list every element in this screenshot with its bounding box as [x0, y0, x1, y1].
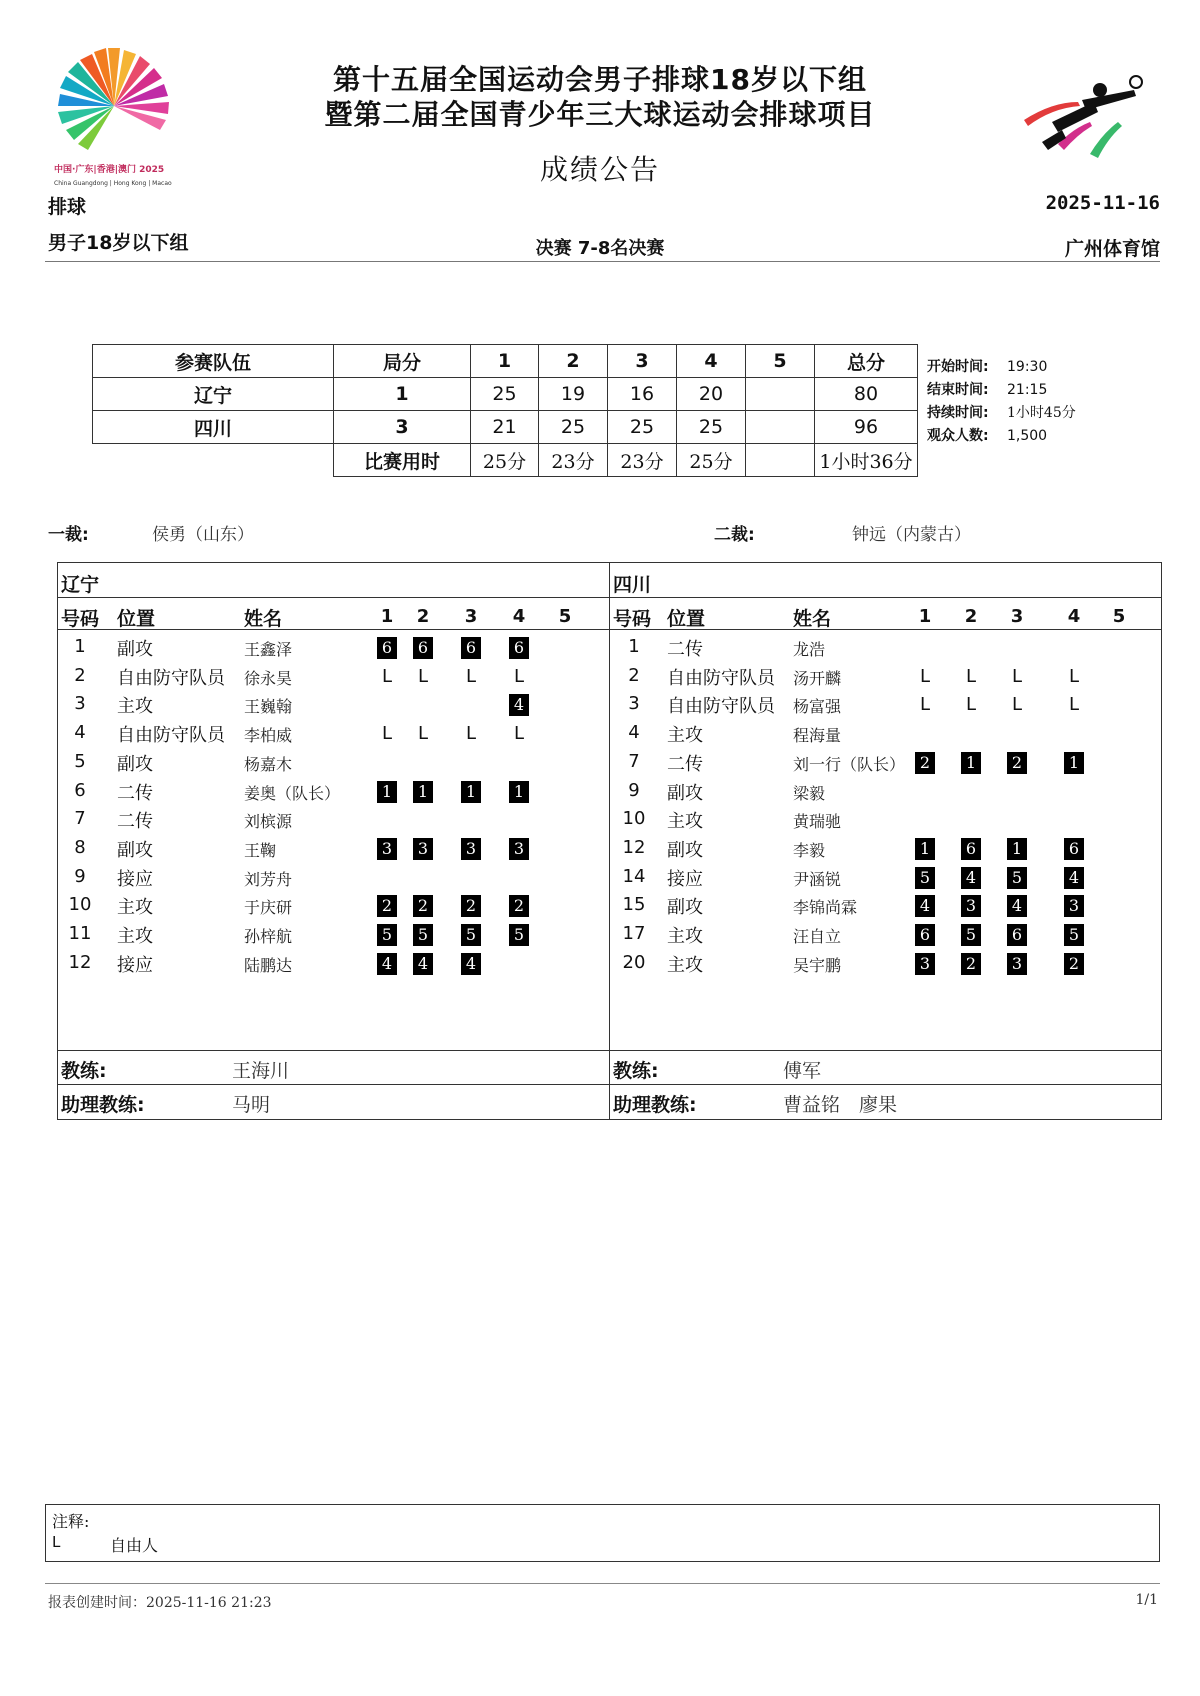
team-name: 辽宁 — [61, 574, 100, 596]
player-name: 陆鹏达 — [244, 955, 293, 975]
starting-rotation-box: 2 — [1064, 953, 1084, 975]
col-header-set: 3 — [464, 606, 478, 627]
player-row — [609, 663, 1161, 691]
score-set-1: 25 — [471, 378, 539, 411]
libero-mark: L — [381, 665, 393, 687]
col-header-set: 4 — [512, 606, 526, 627]
player-number: 17 — [622, 923, 646, 944]
score-header-team: 参赛队伍 — [93, 345, 334, 378]
starting-rotation-box: 1 — [461, 781, 481, 803]
score-set-2: 19 — [539, 378, 608, 411]
player-row — [57, 806, 609, 834]
player-number: 1 — [74, 636, 86, 657]
starting-rotation-box: 3 — [509, 838, 529, 860]
player-row — [609, 806, 1161, 834]
libero-mark: L — [513, 665, 525, 687]
venue-label: 广州体育馆 — [1064, 238, 1160, 260]
starting-rotation-box: 1 — [377, 781, 397, 803]
player-position: 自由防守队员 — [667, 667, 775, 689]
player-name: 梁毅 — [793, 783, 826, 803]
player-position: 接应 — [667, 868, 703, 890]
player-number: 11 — [68, 923, 92, 944]
starting-rotation-box: 1 — [509, 781, 529, 803]
player-row — [57, 749, 609, 777]
score-set-4: 20 — [677, 378, 746, 411]
starting-rotation-box: 6 — [961, 838, 981, 860]
player-number: 8 — [74, 836, 86, 858]
player-number: 20 — [622, 951, 646, 973]
player-number: 9 — [74, 865, 86, 887]
player-number: 2 — [628, 664, 640, 686]
starting-rotation-box: 5 — [1007, 867, 1027, 889]
player-number: 9 — [628, 779, 640, 801]
score-set-3: 16 — [608, 378, 677, 411]
score-total: 96 — [815, 411, 918, 444]
spectators: 观众人数: 1,500 — [927, 428, 1048, 444]
notes-box — [45, 1504, 1160, 1562]
starting-rotation-box: 5 — [509, 924, 529, 946]
score-header-set5: 5 — [746, 345, 815, 378]
player-number: 7 — [74, 808, 86, 830]
player-name: 刘槟源 — [244, 812, 293, 832]
starting-rotation-box: 2 — [1007, 752, 1027, 774]
player-name: 汤开麟 — [793, 668, 842, 688]
libero-mark: L — [1011, 665, 1023, 687]
coach-name: 傅军 — [783, 1060, 822, 1082]
notes-label: 注释: — [52, 1512, 90, 1531]
score-header-set3: 3 — [608, 345, 677, 378]
logo-caption-cn: 中国·广东|香港|澳门 2025 — [54, 165, 165, 175]
player-name: 徐永昊 — [244, 668, 293, 688]
starting-rotation-box: 2 — [377, 895, 397, 917]
starting-rotation-box: 5 — [377, 924, 397, 946]
player-number: 5 — [74, 750, 86, 772]
starting-rotation-box: 2 — [413, 895, 433, 917]
player-number: 10 — [622, 808, 646, 830]
player-name: 王巍翰 — [244, 697, 293, 717]
match-info — [927, 356, 1076, 448]
player-row — [609, 950, 1161, 978]
player-position: 二传 — [667, 639, 703, 660]
player-row — [57, 921, 609, 949]
libero-mark: L — [513, 723, 525, 745]
player-row — [57, 634, 609, 662]
player-name: 姜奥（队长） — [244, 783, 341, 803]
starting-rotation-box: 4 — [461, 953, 481, 975]
player-row — [609, 778, 1161, 806]
player-row — [609, 749, 1161, 777]
duration-set-2: 23分 — [539, 444, 608, 477]
score-sets-won: 3 — [334, 411, 471, 444]
player-row — [57, 720, 609, 748]
games-logo-icon — [52, 44, 182, 192]
starting-rotation-box: 4 — [377, 953, 397, 975]
player-number: 4 — [628, 722, 640, 744]
col-header-number: 号码 — [61, 608, 100, 630]
player-name: 杨富强 — [793, 697, 842, 717]
score-header-set1: 1 — [471, 345, 539, 378]
starting-rotation-box: 3 — [377, 838, 397, 860]
second-referee-value: 钟远（内蒙古） — [852, 525, 971, 545]
assistant-coach-label: 助理教练: — [613, 1094, 697, 1116]
starting-rotation-box: 1 — [413, 781, 433, 803]
libero-mark: L — [417, 723, 429, 745]
player-position: 副攻 — [117, 753, 153, 775]
player-position: 二传 — [117, 782, 153, 804]
player-number: 12 — [68, 951, 92, 973]
starting-rotation-box: 4 — [413, 953, 433, 975]
score-total: 80 — [815, 378, 918, 411]
player-position: 主攻 — [667, 954, 703, 976]
player-name: 李锦尚霖 — [793, 898, 858, 918]
player-row — [57, 892, 609, 920]
player-number: 10 — [68, 894, 92, 916]
score-team-name: 四川 — [93, 411, 334, 444]
player-number: 4 — [74, 722, 86, 744]
score-set-1: 21 — [471, 411, 539, 444]
score-header-sets: 局分 — [334, 345, 471, 378]
player-position: 副攻 — [667, 839, 703, 861]
player-position: 自由防守队员 — [117, 667, 225, 689]
duration-total: 1小时36分 — [815, 444, 918, 477]
starting-rotation-box: 4 — [1007, 895, 1027, 917]
col-header-set: 3 — [1010, 606, 1024, 627]
assistant-coach-name: 曹益铭 廖果 — [783, 1094, 898, 1116]
col-header-set: 2 — [416, 606, 430, 627]
starting-rotation-box: 4 — [961, 867, 981, 889]
player-position: 自由防守队员 — [667, 696, 775, 718]
player-position: 主攻 — [667, 926, 703, 947]
score-row-team-b — [93, 411, 918, 444]
first-referee-label: 一裁: — [48, 525, 89, 545]
player-name: 孙梓航 — [244, 927, 293, 946]
score-set-5 — [746, 411, 815, 444]
score-header-set2: 2 — [539, 345, 608, 378]
second-referee-label: 二裁: — [714, 525, 755, 545]
col-header-set: 1 — [380, 606, 394, 627]
player-row — [57, 778, 609, 806]
player-position: 主攻 — [667, 811, 703, 833]
round-label: 决赛 7-8名决赛 — [535, 238, 665, 259]
col-header-number: 号码 — [613, 608, 652, 630]
duration-set-4: 25分 — [677, 444, 746, 477]
assistant-coach-label: 助理教练: — [61, 1094, 145, 1116]
player-name: 刘芳舟 — [244, 869, 293, 889]
starting-rotation-box: 6 — [915, 924, 935, 946]
player-name: 龙浩 — [793, 640, 826, 659]
player-name: 吴宇鹏 — [793, 955, 842, 975]
player-name: 杨嘉木 — [244, 754, 293, 774]
duration-set-3: 23分 — [608, 444, 677, 477]
starting-rotation-box: 3 — [915, 953, 935, 975]
col-header-position: 位置 — [667, 608, 706, 630]
starting-rotation-box: 3 — [1064, 895, 1084, 917]
player-position: 主攻 — [117, 897, 153, 919]
starting-rotation-box: 1 — [1064, 752, 1084, 774]
libero-mark: L — [919, 665, 931, 687]
score-duration-row — [93, 444, 918, 477]
player-position: 自由防守队员 — [117, 725, 225, 747]
player-position: 副攻 — [667, 897, 703, 919]
libero-mark: L — [465, 665, 477, 687]
libero-mark: L — [1011, 694, 1023, 716]
player-number: 15 — [622, 894, 646, 916]
total-time: 持续时间: 1小时45分 — [927, 405, 1076, 421]
starting-rotation-box: 6 — [461, 637, 481, 659]
starting-rotation-box: 4 — [1064, 867, 1084, 889]
player-number: 14 — [622, 865, 646, 887]
player-position: 二传 — [667, 753, 703, 775]
starting-rotation-box: 1 — [961, 752, 981, 774]
player-row — [609, 720, 1161, 748]
player-row — [609, 892, 1161, 920]
starting-rotation-box: 3 — [413, 838, 433, 860]
duration-label: 比赛用时 — [334, 444, 471, 477]
player-row — [609, 691, 1161, 719]
player-row — [609, 835, 1161, 863]
starting-rotation-box: 3 — [1007, 953, 1027, 975]
starting-rotation-box: 6 — [1064, 838, 1084, 860]
starting-rotation-box: 1 — [915, 838, 935, 860]
libero-mark: L — [1068, 665, 1080, 687]
starting-rotation-box: 5 — [961, 924, 981, 946]
player-number: 12 — [622, 836, 646, 858]
team-name: 四川 — [613, 574, 652, 596]
player-position: 副攻 — [667, 782, 703, 804]
coach-label: 教练: — [613, 1060, 659, 1082]
player-position: 副攻 — [117, 839, 153, 861]
score-team-name: 辽宁 — [93, 378, 334, 411]
player-number: 3 — [74, 693, 86, 715]
player-number: 1 — [628, 636, 640, 657]
starting-rotation-box: 5 — [413, 924, 433, 946]
start-time: 开始时间: 19:30 — [927, 359, 1048, 375]
score-sets-won: 1 — [334, 378, 471, 411]
player-row — [57, 835, 609, 863]
score-set-2: 25 — [539, 411, 608, 444]
player-number: 6 — [74, 779, 86, 801]
page-title-line2: 暨第二届全国青少年三大球运动会排球项目 — [324, 98, 876, 131]
starting-rotation-box: 5 — [461, 924, 481, 946]
header-divider — [45, 261, 1160, 262]
starting-rotation-box: 6 — [377, 637, 397, 659]
player-name: 王鞠 — [244, 840, 277, 860]
libero-mark: L — [381, 723, 393, 745]
player-number: 3 — [628, 693, 640, 715]
score-row-team-a — [93, 378, 918, 411]
page-title-results: 成绩公告 — [539, 153, 660, 186]
player-position: 接应 — [117, 868, 153, 890]
player-position: 二传 — [117, 811, 153, 833]
score-set-4: 25 — [677, 411, 746, 444]
starting-rotation-box: 4 — [915, 895, 935, 917]
player-name: 李柏威 — [244, 726, 293, 746]
score-set-3: 25 — [608, 411, 677, 444]
coach-name: 王海川 — [232, 1060, 290, 1082]
player-row — [609, 864, 1161, 892]
score-duration-spacer — [93, 444, 334, 477]
starting-rotation-box: 4 — [509, 694, 529, 716]
report-created-time: 报表创建时间：2025-11-16 21:23 — [48, 1595, 272, 1611]
page-number: 1/1 — [1135, 1592, 1158, 1608]
player-name: 汪自立 — [793, 927, 842, 946]
libero-mark: L — [465, 723, 477, 745]
page-title-line1: 第十五届全国运动会男子排球18岁以下组 — [333, 63, 867, 96]
libero-mark: L — [965, 665, 977, 687]
libero-mark: L — [919, 694, 931, 716]
player-row — [57, 950, 609, 978]
player-row — [609, 921, 1161, 949]
libero-mark: L — [1068, 694, 1080, 716]
player-name: 黄瑞驰 — [793, 812, 842, 832]
player-name: 程海量 — [793, 726, 842, 746]
player-number: 7 — [628, 750, 640, 772]
libero-mark: L — [965, 694, 977, 716]
col-header-set: 5 — [558, 606, 572, 627]
footer-divider — [45, 1583, 1160, 1584]
starting-rotation-box: 1 — [1007, 838, 1027, 860]
player-name: 尹涵锐 — [793, 869, 842, 889]
group-label: 男子18岁以下组 — [48, 232, 189, 254]
starting-rotation-box: 5 — [915, 867, 935, 889]
first-referee-value: 侯勇（山东） — [152, 525, 254, 545]
col-header-set: 5 — [1112, 606, 1126, 627]
team-roster-a — [57, 562, 609, 1120]
starting-rotation-box: 2 — [961, 953, 981, 975]
score-table — [92, 344, 918, 477]
starting-rotation-box: 6 — [413, 637, 433, 659]
end-time: 结束时间: 21:15 — [927, 382, 1048, 398]
player-name: 于庆研 — [244, 898, 293, 918]
match-date: 2025-11-16 — [1045, 192, 1160, 214]
col-header-set: 2 — [964, 606, 978, 627]
starting-rotation-box: 3 — [461, 838, 481, 860]
score-set-5 — [746, 378, 815, 411]
score-header-row — [93, 345, 918, 378]
score-header-total: 总分 — [815, 345, 918, 378]
sport-label: 排球 — [48, 196, 87, 218]
duration-set-5 — [746, 444, 815, 477]
player-position: 接应 — [117, 954, 153, 976]
col-header-position: 位置 — [117, 608, 156, 630]
player-position: 主攻 — [117, 696, 153, 718]
player-position: 主攻 — [667, 725, 703, 747]
col-header-set: 4 — [1067, 606, 1081, 627]
volleyball-pictogram-icon — [1022, 72, 1162, 162]
notes-key: L — [52, 1533, 61, 1551]
assistant-coach-name: 马明 — [232, 1094, 271, 1116]
starting-rotation-box: 6 — [509, 637, 529, 659]
player-position: 副攻 — [117, 639, 153, 660]
player-name: 王鑫泽 — [244, 640, 293, 659]
starting-rotation-box: 3 — [961, 895, 981, 917]
logo-caption-en: China Guangdong | Hong Kong | Macao — [54, 180, 172, 187]
player-position: 主攻 — [117, 926, 153, 947]
starting-rotation-box: 2 — [509, 895, 529, 917]
player-number: 2 — [74, 664, 86, 686]
player-row — [57, 691, 609, 719]
col-header-name: 姓名 — [244, 608, 283, 630]
coach-label: 教练: — [61, 1060, 107, 1082]
starting-rotation-box: 2 — [461, 895, 481, 917]
starting-rotation-box: 2 — [915, 752, 935, 774]
player-name: 刘一行（队长） — [793, 754, 906, 774]
player-row — [609, 634, 1161, 662]
player-row — [57, 864, 609, 892]
starting-rotation-box: 6 — [1007, 924, 1027, 946]
col-header-set: 1 — [918, 606, 932, 627]
player-name: 李毅 — [793, 840, 826, 860]
score-header-set4: 4 — [677, 345, 746, 378]
player-row — [57, 663, 609, 691]
duration-set-1: 25分 — [471, 444, 539, 477]
team-roster-b — [609, 562, 1161, 1120]
libero-mark: L — [417, 665, 429, 687]
col-header-name: 姓名 — [793, 608, 832, 630]
notes-meaning: 自由人 — [110, 1536, 159, 1555]
starting-rotation-box: 5 — [1064, 924, 1084, 946]
